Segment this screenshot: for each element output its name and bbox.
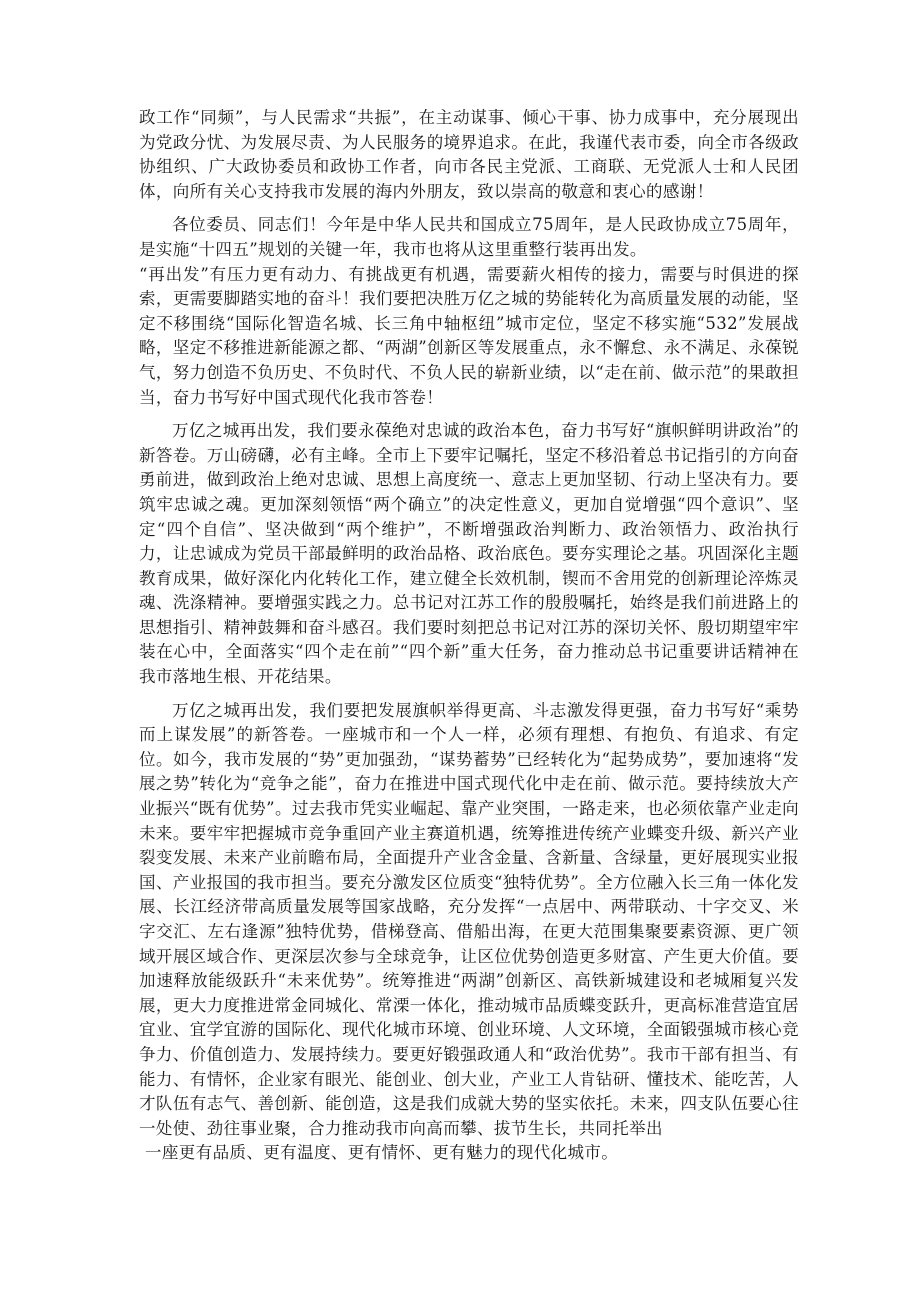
paragraph-5: 万亿之城再出发，我们要把发展旗帜举得更高、斗志激发得更强，奋力书写好“乘势而上谋发展”的新答卷。一座城市和一个人一样，必须有理想、有抱负、有追求、有定位。如今，我市发展的“势”更加强劲，“谋势蓄势”已经转化为“起势成势”，要加速将“发展之势”转化为“竞争之能”，奋力在推进中国式现代化中走在前、做示范。要持续放大产业振兴“既有优势”。过去我市凭实业崛起、靠产业突围，一路走来，也必须依靠产业走向未来。要牢牢把握城市竞争重回产业主赛道机遇，统筹推进传统产业蝶变升级、新兴产业裂变发展、未来产业前瞻布局，全面提升产业含金量、含新量、含绿量，更好展现实业报国、产业报国的我市担当。要充分激发区位质变“独特优势”。全方位融入长三角一体化发展、长江经济带高质量发展等国家战略，充分发挥“一点居中、两带联动、十字交叉、米字交汇、左右逢源”独特优势，借梯登高、借船出海，在更大范围集聚要素资源、更广领域开展区域合作、更深层次参与全球竞争，让区位优势创造更多财富、产生更大价值。要加速释放能级跃升“未来优势”。统筹推进“两湖”创新区、高铁新城建设和老城厢复兴发展，更大力度推进常金同城化、常溧一体化，推动城市品质蝶变跃升，更高标准营造宜居宜业、宜学宜游的国际化、现代化城市环境、创业环境、人文环境，全面锻强城市核心竞争力、价值创造力、发展持续力。要更好锻强政通人和“政治优势”。我市干部有担当、有能力、有情怀，企业家有眼光、能创业、创大业，产业工人肯钻研、懂技术、能吃苦，人才队伍有志气、善创新、能创造，这是我们成就大势的坚实依托。未来，四支队伍要心往一处使、劲往事业聚，合力推动我市向高而攀、拔节生长，共同托举出	[139, 700, 799, 1138]
paragraph-1: 政工作“同频”，与人民需求“共振”，在主动谋事、倾心干事、协力成事中，充分展现出为党政分忧、为发展尽责、为人民服务的境界追求。在此，我谨代表市委，向全市各级政协组织、广大政协委员和政协工作者，向市各民主党派、工商联、无党派人士和人民团体，向所有关心支持我市发展的海内外朋友，致以崇高的敬意和衷心的感谢！	[139, 108, 799, 201]
paragraph-4: 万亿之城再出发，我们要永葆绝对忠诚的政治本色，奋力书写好“旗帜鲜明讲政治”的新答卷。万山磅礴，必有主峰。全市上下要牢记嘱托，坚定不移沿着总书记指引的方向奋勇前进，做到政治上绝对忠诚、思想上高度统一、意志上更加坚韧、行动上坚决有力。要筑牢忠诚之魂。更加深刻领悟“两个确立”的决定性意义，更加自觉增强“四个意识”、坚定“四个自信”、坚决做到“两个维护”，不断增强政治判断力、政治领悟力、政治执行力，让忠诚成为党员干部最鲜明的政治品格、政治底色。要夯实理论之基。巩固深化主题教育成果，做好深化内化转化工作，建立健全长效机制，锲而不舍用党的创新理论淬炼灵魂、洗涤精神。要增强实践之力。总书记对江苏工作的殷殷嘱托，始终是我们前进路上的思想指引、精神鼓舞和奋斗感召。我们要时刻把总书记对江苏的深切关怀、殷切期望牢牢装在心中，全面落实“四个走在前”“四个新”重大任务，奋力推动总书记重要讲话精神在我市落地生根、开花结果。	[139, 421, 799, 687]
paragraph-3: “再出发”有压力更有动力、有挑战更有机遇，需要薪火相传的接力，需要与时俱进的探索，更需要脚踏实地的奋斗！我们要把决胜万亿之城的势能转化为高质量发展的动能，坚定不移围绕“国际化智造名城、长三角中轴枢纽”城市定位，坚定不移实施“532”发展战略，坚定不移推进新能源之都、“两湖”创新区等发展重点，永不懈怠、永不满足、永葆锐气，努力创造不负历史、不负时代、不负人民的崭新业绩，以“走在前、做示范”的果敢担当，奋力书写好中国式现代化我市答卷！	[139, 264, 799, 407]
paragraph-6: 一座更有品质、更有温度、更有情怀、更有魅力的现代化城市。	[145, 1143, 619, 1163]
paragraph-2: 各位委员、同志们！今年是中华人民共和国成立75周年，是人民政协成立75周年，是实施“十四五”规划的关键一年，我市也将从这里重整行装再出发。	[139, 215, 799, 259]
document-body	[139, 106, 799, 1166]
